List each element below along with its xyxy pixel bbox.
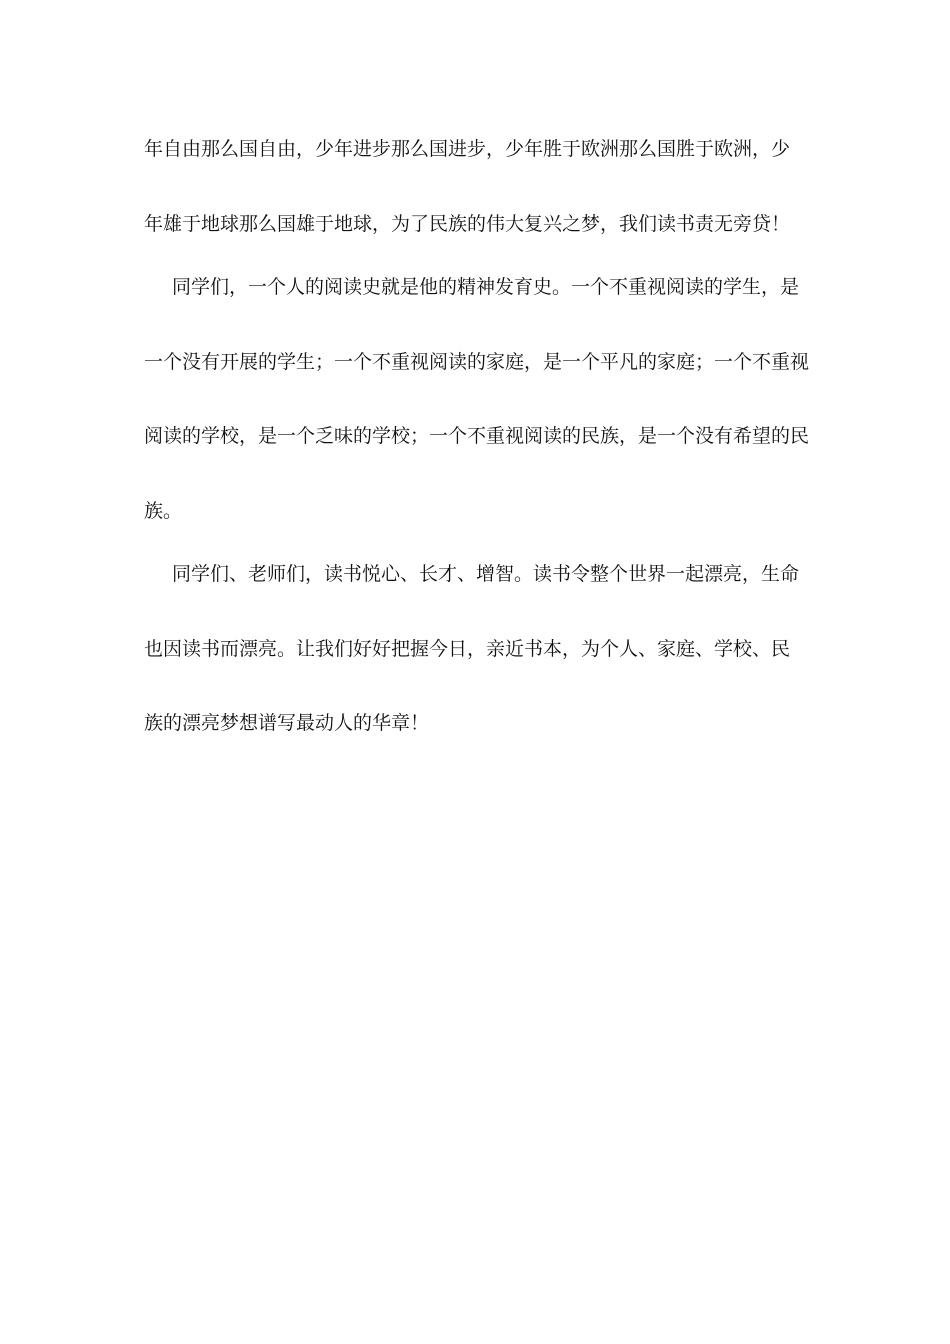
paragraph-2-line-2: 一个没有开展的学生；一个不重视阅读的家庭，是一个平凡的家庭；一个不重视 bbox=[144, 351, 810, 373]
paragraph-3-line-3: 族的漂亮梦想谱写最动人的华章！ bbox=[144, 712, 430, 734]
paragraph-1-line-1: 年自由那么国自由，少年进步那么国进步，少年胜于欧洲那么国胜于欧洲，少 bbox=[144, 138, 791, 160]
paragraph-3-line-2: 也因读书而漂亮。让我们好好把握今日，亲近书本，为个人、家庭、学校、民 bbox=[144, 638, 791, 660]
paragraph-2-line-3: 阅读的学校，是一个乏味的学校；一个不重视阅读的民族，是一个没有希望的民 bbox=[144, 425, 810, 447]
paragraph-1-line-2: 年雄于地球那么国雄于地球，为了民族的伟大复兴之梦，我们读书责无旁贷！ bbox=[144, 213, 791, 235]
paragraph-2-line-1: 同学们，一个人的阅读史就是他的精神发育史。一个不重视阅读的学生，是 bbox=[172, 276, 800, 298]
paragraph-3-line-1: 同学们、老师们，读书悦心、长才、增智。读书令整个世界一起漂亮，生命 bbox=[172, 563, 800, 585]
paragraph-2-line-4: 族。 bbox=[144, 500, 183, 522]
